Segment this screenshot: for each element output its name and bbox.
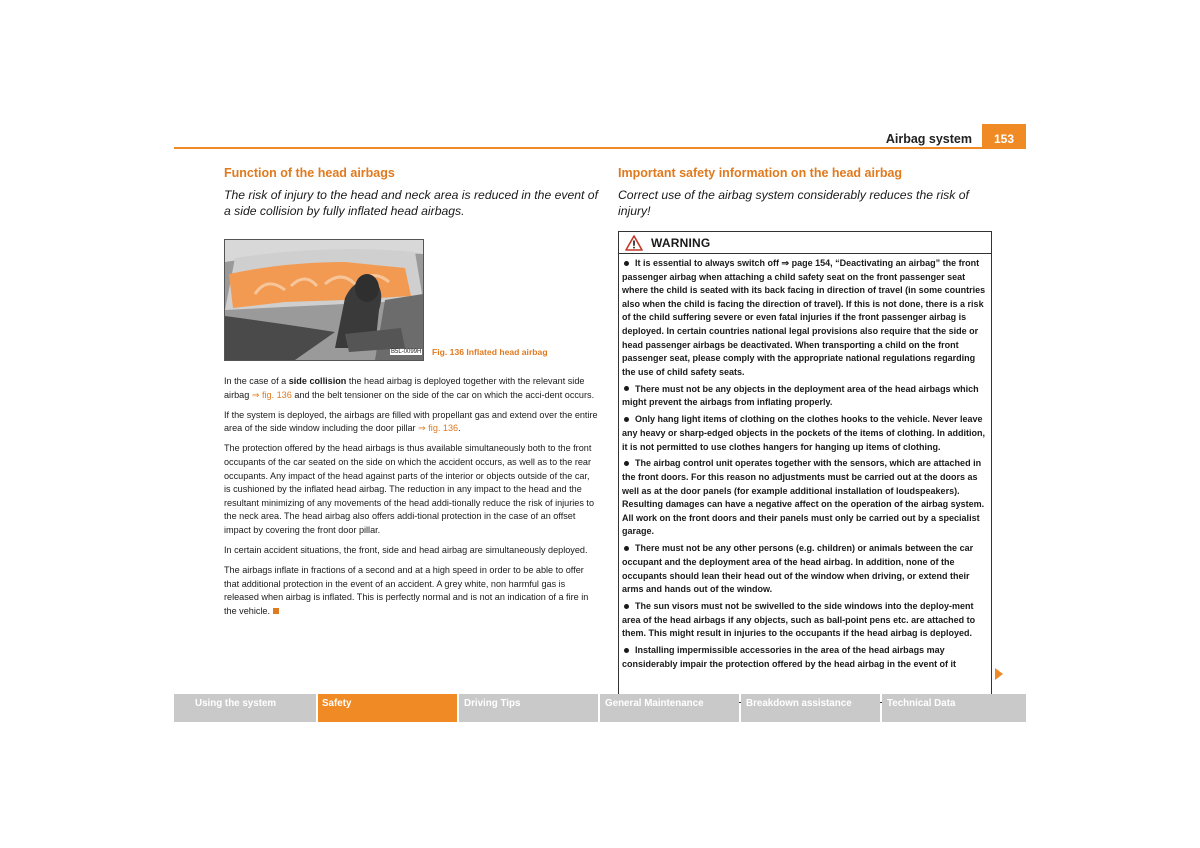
right-column (618, 166, 992, 703)
figure-code: B5L-0099H (391, 349, 422, 355)
paragraph-simultaneous: In certain accident situations, the front, side and head airbag are simultaneously deployed. (224, 545, 588, 556)
bullet-icon (624, 604, 629, 609)
warning-triangle-icon (625, 235, 643, 251)
body-text (224, 375, 598, 619)
section-heading-function: Function of the head airbags (224, 166, 395, 180)
continued-arrow-icon (995, 668, 1003, 680)
warning-item: There must not be any other persons (e.g. children) or animals between the car occupant and the deployment area of the head airbag. In addition, none of the occupants should lean their head out of the window when driving, or extend their arms and hands out of the window. (622, 543, 974, 595)
nav-tab-driving-tips[interactable]: Driving Tips (459, 694, 598, 722)
warning-item: The sun visors must not be swivelled to the side windows into the deploy-ment area of the head airbags if any objects, such as ball-point pens etc. are attached to them. This might result in injuries to the occupants if the head airbag is deployed. (622, 601, 976, 639)
paragraph-deployment: If the system is deployed, the airbags are filled with propellant gas and extend over the entire area of the side window including the door pillar ⇒ fig. 136. (224, 409, 598, 434)
warning-box (618, 231, 992, 703)
bullet-icon (624, 417, 629, 422)
warning-item: Only hang light items of clothing on the clothes hooks to the vehicle. Never leave any heavy or sharp-edged objects in the pockets of the items of clothing. In addition, it is not permitted to use clothes hangers for hanging up items of clothing. (622, 414, 986, 452)
warning-header (619, 232, 991, 254)
bullet-icon (624, 546, 629, 551)
fig-136-link[interactable]: ⇒ fig. 136 (251, 389, 292, 400)
nav-tab-safety[interactable]: Safety (318, 694, 457, 722)
section-heading-safety: Important safety information on the head airbag (618, 166, 903, 180)
bullet-icon (624, 648, 629, 653)
inflated-head-airbag-illustration (224, 239, 424, 361)
header-rule (174, 147, 1026, 149)
left-column (224, 166, 598, 625)
bullet-icon (624, 461, 629, 466)
nav-tab-breakdown-assistance[interactable]: Breakdown assistance (741, 694, 880, 722)
warning-item: The airbag control unit operates together with the sensors, which are attached in the front doors. For this reason no adjustments must be carried out at the doors as well as at the door panels (for example additional installation of loudspeakers). Resulting damages can have a negative affect on the operation of the airbag system. All work on the front doors and their panels must only be carried out by a specialist garage. (622, 458, 985, 537)
nav-tab-general-maintenance[interactable]: General Maintenance (600, 694, 739, 722)
warning-item: Installing impermissible accessories in the area of the head airbags may considerably impair the protection offered by the head airbag in the event of it (622, 645, 957, 669)
paragraph-side-collision: In the case of a side collision the head airbag is deployed together with the relevant side airbag ⇒ fig. 136 and the belt tensioner on the side of the car on which the acci-dent occurs. (224, 376, 595, 400)
running-header-title: Airbag system (885, 132, 972, 146)
warning-title: WARNING (651, 235, 711, 250)
section-intro: The risk of injury to the head and neck area is reduced in the event of a side collision by fully inflated head airbags. (224, 188, 598, 218)
section-intro: Correct use of the airbag system considerably reduces the risk of injury! (618, 188, 969, 218)
page-number: 153 (982, 124, 1026, 148)
paragraph-inflation: The airbags inflate in fractions of a second and at a high speed in order to be able to offer that additional protection in the event of an accident. A grey white, non harmful gas is released when airbag is inflated. This is perfectly normal and is not an indication of a fire in the vehicle. (224, 565, 589, 616)
warning-item: It is essential to always switch off ⇒ page 154, “Deactivating an airbag” the front passenger airbag when attaching a child safety seat on the front passenger seat where the child is seated with its back facing in direction of travel (in some countries also when the child is facing the direction of travel). If this is not done, there is a risk of the child suffering severe or even fatal injuries if the front passenger airbag is deployed. In certain countries national legal provisions also require that the side or head passenger airbags be deactivated. When transporting a child on the front passenger seat, please comply with the appropriate national regulations regarding the use of child safety seats. (622, 258, 986, 377)
fig-136-link[interactable]: ⇒ fig. 136 (418, 423, 459, 434)
warning-item: There must not be any objects in the deployment area of the head airbags which might prevent the airbags from inflating properly. (622, 383, 979, 408)
term-side-collision: side collision (288, 376, 347, 386)
figure-caption: Fig. 136 Inflated head airbag (432, 347, 548, 357)
paragraph-protection: The protection offered by the head airbags is thus available simultaneously both to the front occupants of the car seated on the side on which the accident occurs, as well as to the rear occupants. Any impact of the head against parts of the interior or objects outside of the car, is cushioned by the inflated head airbag. The reduction in any impact to the head and the resultant minimizing of any movements of the head addi-tionally reduce the risk of injuries to the neck area. The head airbag also offers addi-tional protection in the case of an offset impact by covering the front door pillar. (224, 443, 594, 535)
bullet-icon (624, 386, 629, 391)
figure-136 (224, 239, 598, 361)
nav-tab-using-the-system[interactable]: Using the system (174, 694, 316, 722)
bullet-icon (624, 261, 629, 266)
end-of-section-icon (273, 608, 279, 614)
nav-tab-technical-data[interactable]: Technical Data (882, 694, 1026, 722)
bottom-nav (174, 694, 1026, 722)
warning-list (619, 254, 991, 672)
